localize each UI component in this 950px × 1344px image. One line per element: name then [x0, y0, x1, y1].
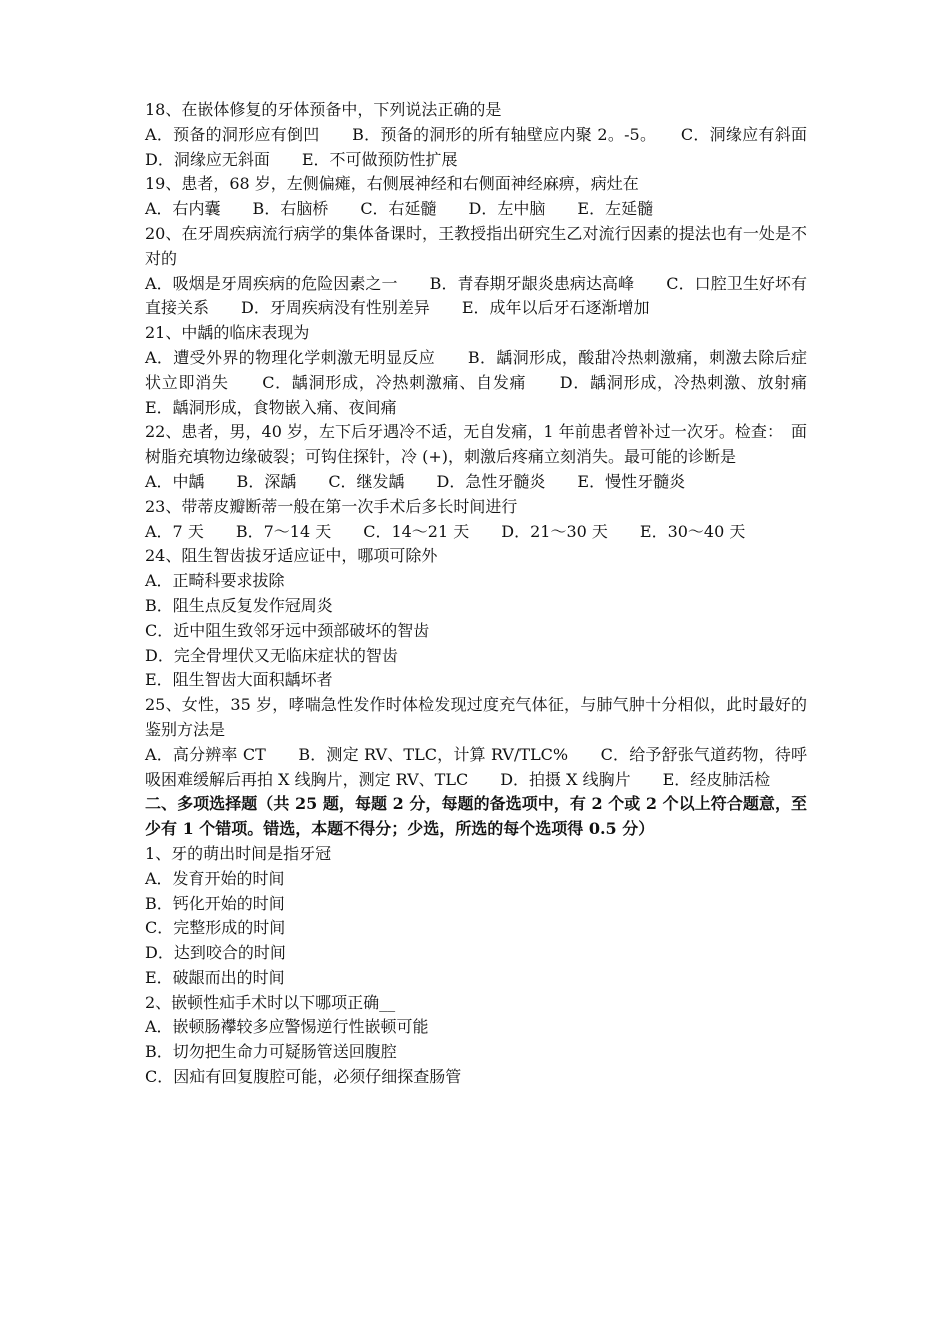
mc-question-1-option-d: D．达到咬合的时间	[145, 943, 286, 963]
question-20-stem: 20、在牙周疾病流行病学的集体备课时，王教授指出研究生乙对流行因素的提法也有一处是不对的	[145, 223, 807, 268]
question-18-options: A．预备的洞形应有倒凹 B．预备的洞形的所有轴壁应内聚 2。-5。 C．洞缘应有斜面 D．洞缘应无斜面 E．不可做预防性扩展	[145, 124, 840, 169]
question-19-options: A．右内囊 B．右脑桥 C．右延髓 D．左中脑 E．左延髓	[145, 199, 654, 219]
mc-question-1-option-b: B．钙化开始的时间	[145, 893, 285, 913]
question-21-options: A．遭受外界的物理化学刺激无明显反应 B．龋洞形成，酸甜冷热刺激痛，刺激去除后症状立即消失 C．龋洞形成，冷热刺激痛、自发痛 D．龋洞形成，冷热刺激、放射痛 E．龋洞形成，食物嵌入痛、夜间痛	[145, 347, 840, 417]
question-21-stem: 21、中龋的临床表现为	[145, 323, 310, 343]
mc-question-1-stem: 1、牙的萌出时间是指牙冠	[145, 843, 332, 863]
mc-question-2-stem: 2、嵌顿性疝手术时以下哪项正确__	[145, 992, 396, 1012]
mc-question-2-option-b: B．切勿把生命力可疑肠管送回腹腔	[145, 1042, 397, 1062]
mc-question-2-option-a: A．嵌顿肠襻较多应警惕逆行性嵌顿可能	[145, 1017, 429, 1037]
question-19-stem: 19、患者，68 岁，左侧偏瘫，右侧展神经和右侧面神经麻痹，病灶在	[145, 174, 639, 194]
question-24-stem: 24、阻生智齿拔牙适应证中，哪项可除外	[145, 546, 438, 566]
question-24-option-d: D．完全骨埋伏又无临床症状的智齿	[145, 645, 398, 665]
question-24-option-c: C．近中阻生致邻牙远中颈部破坏的智齿	[145, 620, 430, 640]
question-24-option-a: A．正畸科要求拔除	[145, 571, 285, 591]
mc-question-2-option-c: C．因疝有回复腹腔可能，必须仔细探查肠管	[145, 1067, 462, 1087]
question-25-options: A．高分辨率 CT B．测定 RV、TLC，计算 RV/TLC% C．给予舒张气道药物，待呼吸困难缓解后再拍 X 线胸片，测定 RV、TLC D．拍摄 X 线胸片 E．经皮肺活检	[145, 744, 807, 789]
document-page	[145, 98, 840, 1090]
question-20-options: A．吸烟是牙周疾病的危险因素之一 B．青春期牙龈炎患病达高峰 C．口腔卫生好坏有直接关系 D．牙周疾病没有性别差异 E．成年以后牙石逐渐增加	[145, 273, 807, 318]
question-24-option-b: B．阻生点反复发作冠周炎	[145, 595, 333, 615]
question-23-stem: 23、带蒂皮瓣断蒂一般在第一次手术后多长时间进行	[145, 496, 518, 516]
question-24-option-e: E．阻生智齿大面积龋坏者	[145, 670, 333, 690]
question-23-options: A．7 天 B．7～14 天 C．14～21 天 D．21～30 天 E．30～40 天	[145, 521, 746, 541]
question-22-options: A．中龋 B．深龋 C．继发龋 D．急性牙髓炎 E．慢性牙髓炎	[145, 471, 686, 491]
question-18-stem: 18、在嵌体修复的牙体预备中，下列说法正确的是	[145, 100, 502, 119]
mc-question-1-option-a: A．发育开始的时间	[145, 868, 285, 888]
mc-question-1-option-c: C．完整形成的时间	[145, 918, 286, 938]
mc-question-1-option-e: E．破龈而出的时间	[145, 967, 285, 987]
section-heading-multiple-choice: 二、多项选择题（共 25 题，每题 2 分，每题的备选项中，有 2 个或 2 个以上符合题意，至少有 1 个错项。错选，本题不得分；少选，所选的每个选项得 0.5 分）	[145, 794, 807, 839]
question-25-stem: 25、女性，35 岁，哮喘急性发作时体检发现过度充气体征，与肺气肿十分相似，此时最好的鉴别方法是	[145, 695, 807, 739]
question-22-stem: 22、患者，男，40 岁，左下后牙遇冷不适，无自发痛，1 年前患者曾补过一次牙。检查： 面树脂充填物边缘破裂；可钩住探针，冷 (+)，刺激后疼痛立刻消失。最可能的诊断是	[145, 422, 807, 467]
